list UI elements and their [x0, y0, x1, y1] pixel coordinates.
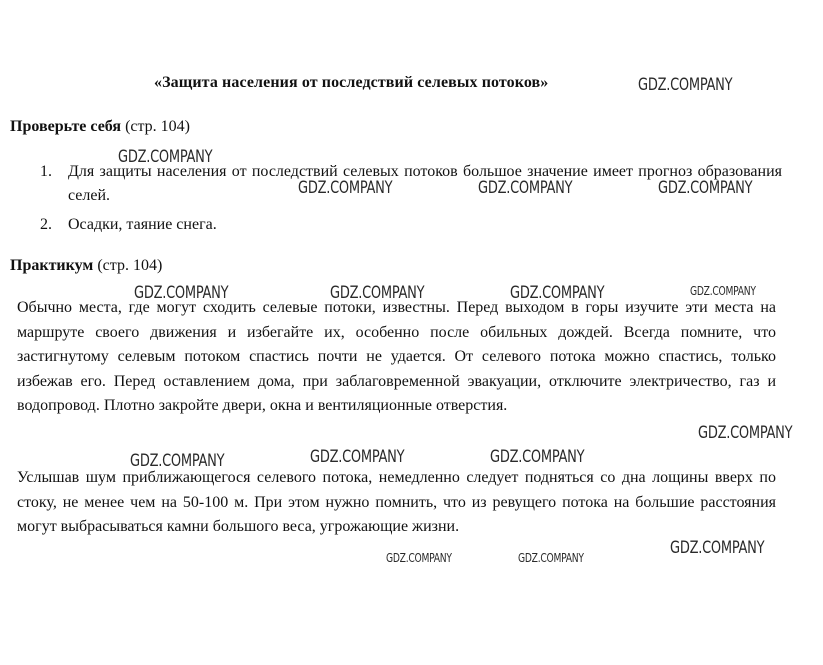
watermark: GDZ.COMPANY — [690, 284, 756, 298]
watermark: GDZ.COMPANY — [130, 451, 225, 471]
practicum-heading — [10, 257, 162, 275]
watermark: GDZ.COMPANY — [638, 75, 733, 95]
watermark: GDZ.COMPANY — [670, 538, 765, 558]
check-yourself-heading — [10, 118, 190, 136]
watermark: GDZ.COMPANY — [518, 551, 584, 565]
answer-item — [40, 160, 782, 208]
watermark: GDZ.COMPANY — [298, 178, 393, 198]
answer-list — [40, 160, 782, 237]
answer-text: Осадки, таяние снега. — [68, 216, 217, 233]
watermark: GDZ.COMPANY — [134, 283, 229, 303]
watermark: GDZ.COMPANY — [658, 178, 753, 198]
watermark: GDZ.COMPANY — [490, 447, 585, 467]
answer-text: Для защиты населения от последствий селевых потоков большое значение имеет прогноз образования селей. — [68, 163, 782, 204]
watermark: GDZ.COMPANY — [698, 423, 793, 443]
practicum-paragraph: Услышав шум приближающегося селевого потока, немедленно следует подняться со дна лощины вверх по стоку, не менее чем на 50-100 м. При этом нужно помнить, что из ревущего потока на большие расстояния могут выбрасываться камни большого веса, угрожающие жизни. — [17, 469, 776, 535]
check-yourself-page-ref: (стр. 104) — [125, 118, 191, 135]
answer-number: 1. — [40, 163, 52, 180]
answer-number: 2. — [40, 216, 52, 233]
practicum-page-ref: (стр. 104) — [97, 257, 163, 274]
check-yourself-label: Проверьте себя — [10, 118, 122, 135]
watermark: GDZ.COMPANY — [330, 283, 425, 303]
practicum-label: Практикум — [10, 257, 94, 274]
watermark: GDZ.COMPANY — [478, 178, 573, 198]
practicum-paragraph: Обычно места, где могут сходить селевые потоки, известны. Перед выходом в горы изучите эти места на маршруте своего движения и избегайте их, особенно после обильных дождей. Всегда помните, что застигнутому селевым потоком спастись почти не удается. От селевого потока можно спастись, только избежав его. Перед оставлением дома, при заблаговременной эвакуации, отключите электричество, газ и водопровод. Плотно закройте двери, окна и вентиляционные отверстия. — [17, 299, 776, 414]
watermark: GDZ.COMPANY — [310, 447, 405, 467]
document-title: «Защита населения от последствий селевых потоков» — [154, 74, 549, 91]
watermark: GDZ.COMPANY — [386, 551, 452, 565]
watermark: GDZ.COMPANY — [118, 147, 213, 167]
answer-item — [40, 213, 782, 237]
watermark: GDZ.COMPANY — [510, 283, 605, 303]
